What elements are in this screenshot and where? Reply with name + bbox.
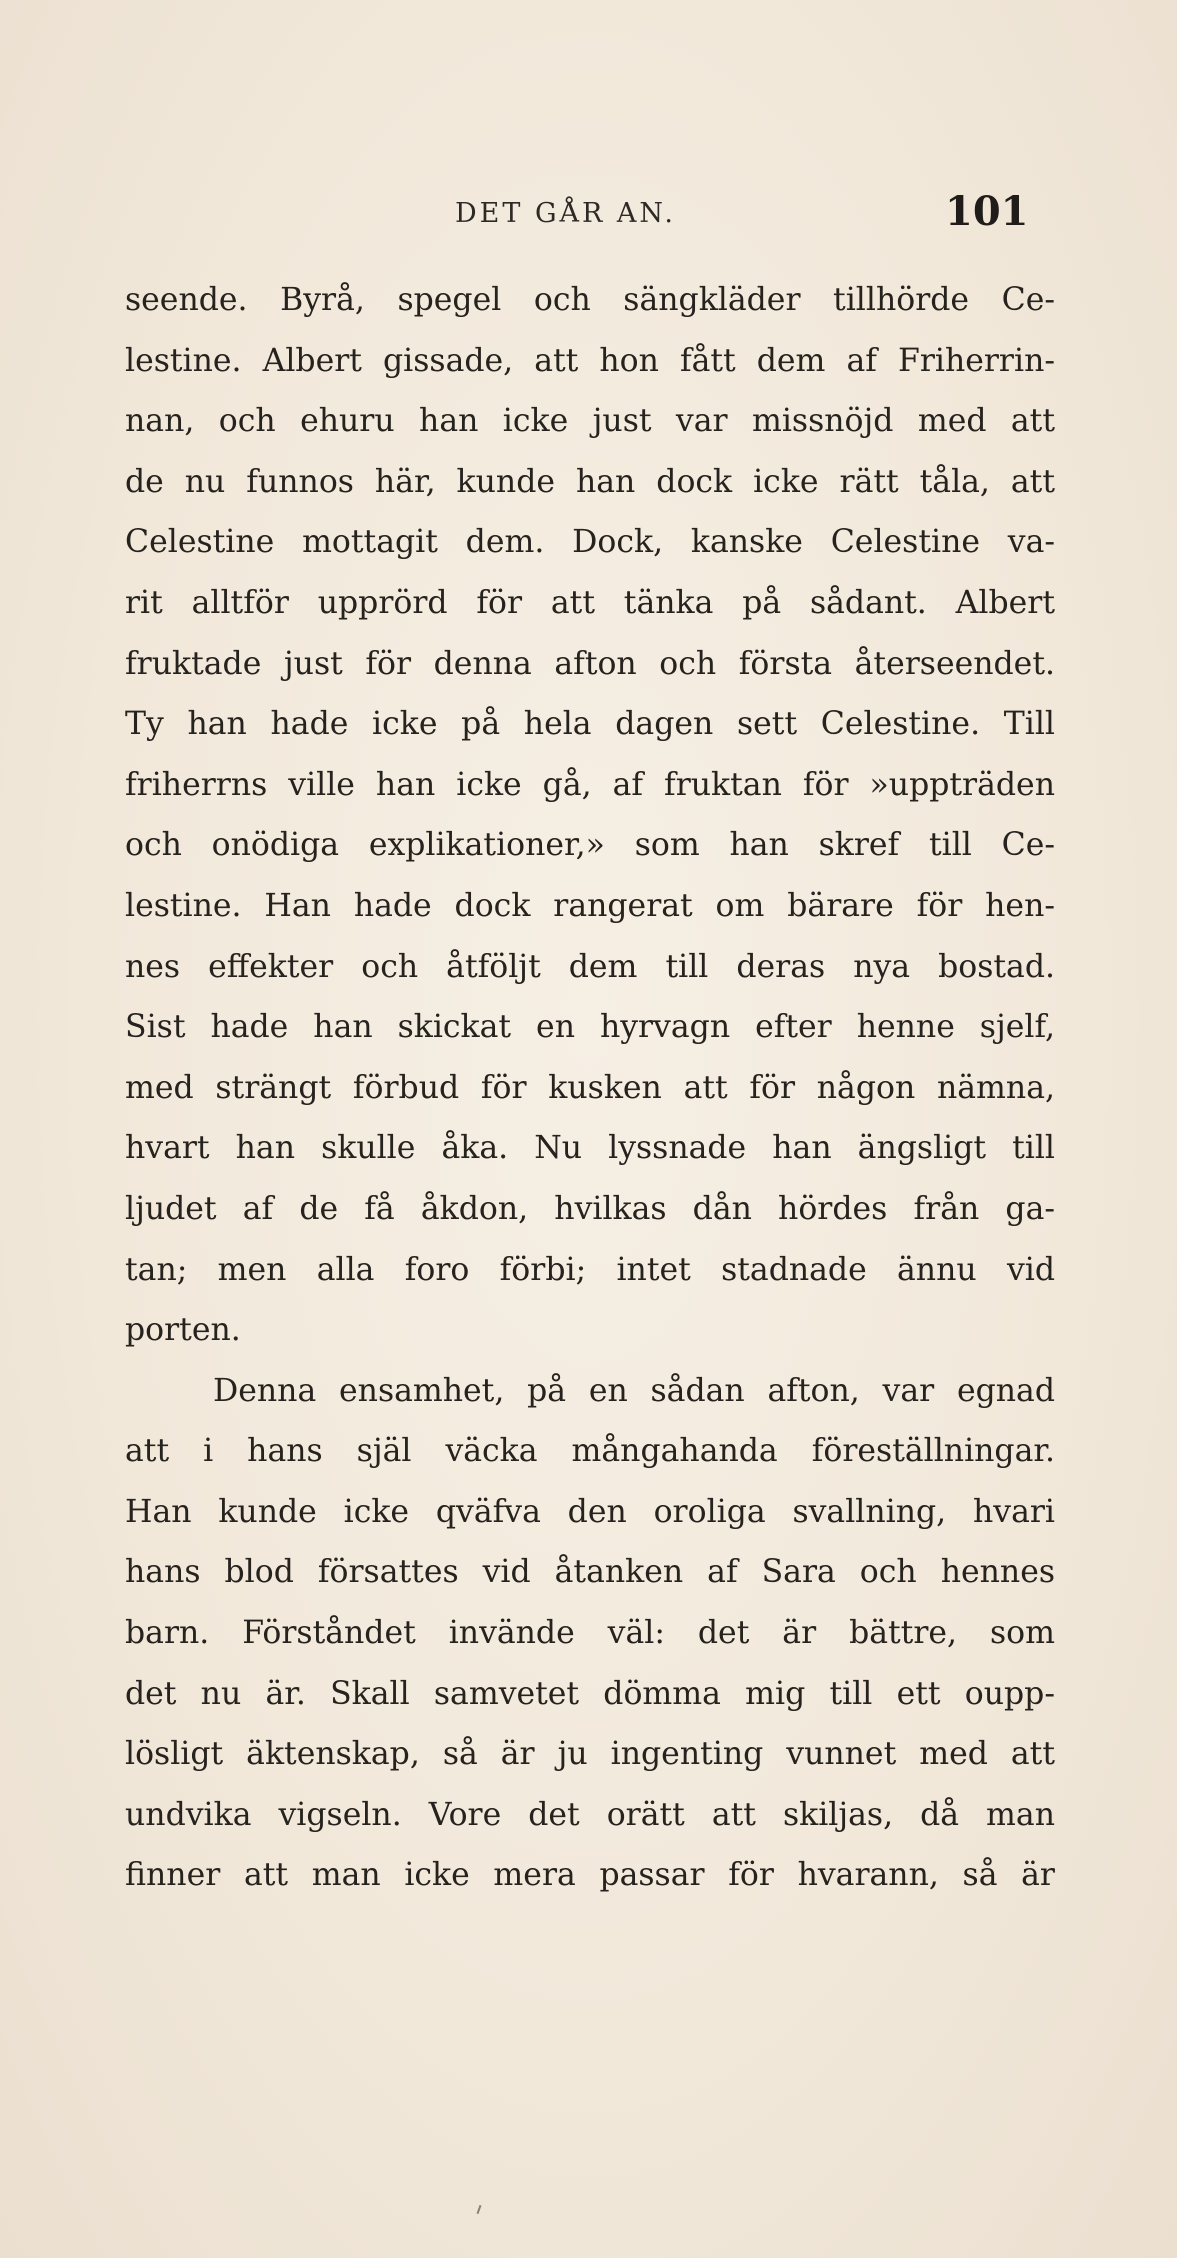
text-line: hvart han skulle åka. Nu lyssnade han ängsligt till xyxy=(125,1130,1055,1167)
text-line: ljudet af de få åkdon, hvilkas dån hördes från ga- xyxy=(125,1190,1055,1227)
text-line: nes effekter och åtföljt dem till deras nya bostad. xyxy=(125,948,1055,985)
text-line: de nu funnos här, kunde han dock icke rätt tåla, att xyxy=(125,463,1055,500)
body-text xyxy=(125,270,1055,1906)
text-line: lestine. Han hade dock rangerat om bärare för hen- xyxy=(125,887,1055,924)
text-line: undvika vigseln. Vore det orätt att skiljas, då man xyxy=(125,1796,1055,1833)
text-line: med strängt förbud för kusken att för någon nämna, xyxy=(125,1069,1055,1106)
paragraph-end-line: porten. xyxy=(125,1312,241,1349)
text-line: det nu är. Skall samvetet dömma mig till ett oupp- xyxy=(125,1675,1055,1712)
text-line: lösligt äktenskap, så är ju ingenting vunnet med att xyxy=(125,1736,1055,1773)
running-title: DET GÅR AN. xyxy=(455,198,676,229)
text-line: lestine. Albert gissade, att hon fått dem af Friherrin- xyxy=(125,342,1055,379)
text-line: Sist hade han skickat en hyrvagn efter henne sjelf, xyxy=(125,1009,1055,1046)
text-line: och onödiga explikationer,» som han skref till Ce- xyxy=(125,827,1055,864)
text-line: att i hans själ väcka mångahanda föreställningar. xyxy=(125,1433,1055,1470)
text-line: nan, och ehuru han icke just var missnöjd med att xyxy=(125,403,1055,440)
text-line: barn. Förståndet invände väl: det är bättre, som xyxy=(125,1615,1055,1652)
text-line: hans blod försattes vid åtanken af Sara och hennes xyxy=(125,1554,1055,1591)
paper-speck xyxy=(477,2205,482,2214)
text-line: fruktade just för denna afton och första återseendet. xyxy=(125,645,1055,682)
text-line: tan; men alla foro förbi; intet stadnade ännu vid xyxy=(125,1251,1055,1288)
text-line: Han kunde icke qväfva den oroliga svallning, hvari xyxy=(125,1493,1055,1530)
paragraph-start-line: Denna ensamhet, på en sådan afton, var egnad xyxy=(213,1372,1055,1409)
text-line: friherrns ville han icke gå, af fruktan för »uppträden xyxy=(125,766,1055,803)
text-line: rit alltför upprörd för att tänka på sådant. Albert xyxy=(125,584,1055,621)
text-line: Ty han hade icke på hela dagen sett Celestine. Till xyxy=(125,706,1055,743)
text-line: seende. Byrå, spegel och sängkläder tillhörde Ce- xyxy=(125,282,1055,318)
text-line: finner att man icke mera passar för hvarann, så är xyxy=(125,1857,1055,1894)
text-line: Celestine mottagit dem. Dock, kanske Celestine va- xyxy=(125,524,1055,561)
page-number: 101 xyxy=(945,188,1029,235)
